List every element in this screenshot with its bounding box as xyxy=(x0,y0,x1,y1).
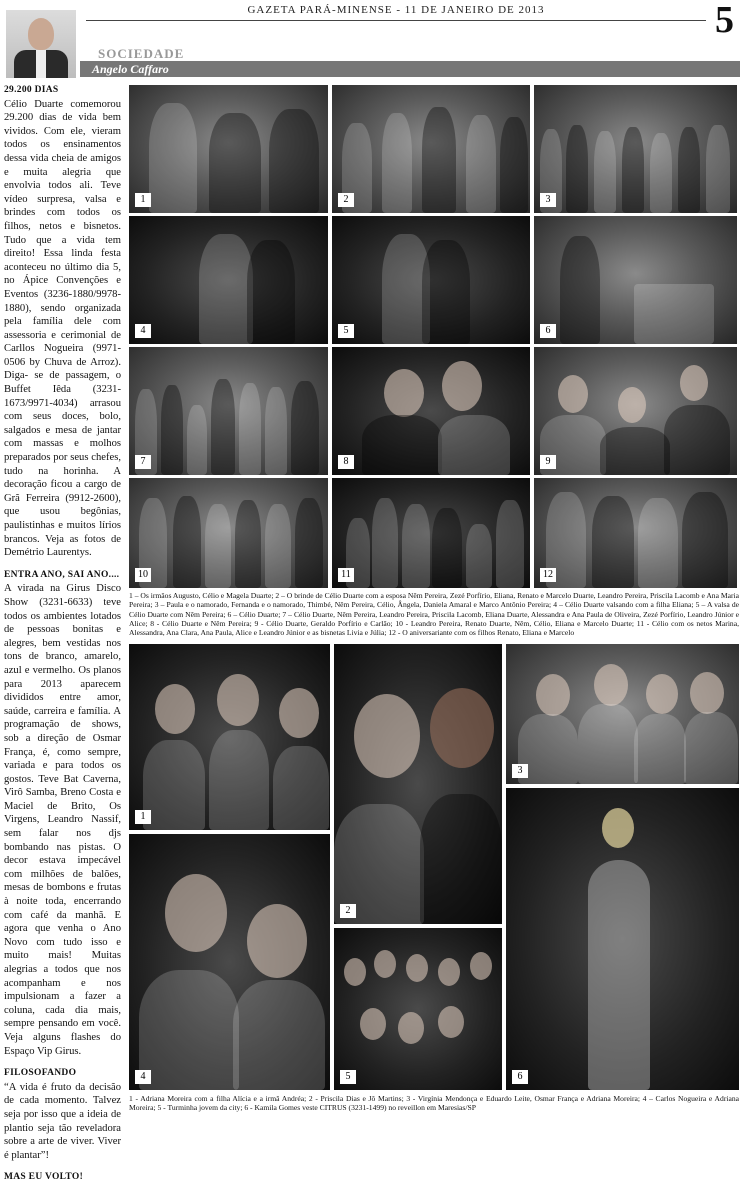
top-photo-9 xyxy=(534,347,737,475)
masthead-line: GAZETA PARÁ-MINENSE - 11 DE JANEIRO DE 2013 xyxy=(247,4,545,16)
article-column xyxy=(4,84,121,1185)
photo-number: 8 xyxy=(338,455,354,469)
top-photo-2 xyxy=(332,85,530,213)
top-photo-7 xyxy=(129,347,328,475)
header-rule xyxy=(86,20,706,21)
photo-number: 1 xyxy=(135,193,151,207)
bottom-photo-2 xyxy=(334,644,502,924)
issue-date: 11 DE JANEIRO DE 2013 xyxy=(404,4,545,16)
top-gallery-caption: 1 – Os irmãos Augusto, Célio e Magela Duarte; 2 – O brinde de Célio Duarte com a esposa Nêm Pereira, Zezé Porfírio, Eliana, Renato e Marcelo Duarte, Leandro Pereira, Priscila Lacomb e Ana Maria Pereira; 3 – Paula e o namorado, Fernanda e o namorado, Thimbé, Nêm Pereira, Célio, Ângela, Daniela Amaral e Marco Antônio Pereira; 4 – Célio Duarte valsando com a filha Eliana; 5 – A valsa de Célio Duarte com Nêm Pereira; 6 – Célio Duarte; 7 – Célio Duarte, Nêm Pereira, Leandro Pereira, Priscila Lacomb, Eliana Duarte, Alessandra e Ana Paula de Oliveira, Zezé Porfírio, Leandro Júnior e Alice; 8 - Célio Duarte e Nêm Pereira; 9 - Célio Duarte, Geraldo Porfírio e Carlão; 10 - Leandro Pereira, Renato Duarte, Nêm, Célio, Eliana e Marcelo Duarte; 11 - Célio com os netos Marina, Alessandra, Ana Clara, Ana Paula, Alice e Leandro Júnior e as bisnetas Livia e Júlia; 12 - O aniversariante com os filhos Renato, Eliana e Marcelo xyxy=(129,591,739,638)
photo-number: 4 xyxy=(135,1070,151,1084)
top-photo-11 xyxy=(332,478,530,588)
section-title: SOCIEDADE xyxy=(98,46,185,61)
paragraph-filosofando: “A vida é fruto da decisão de cada momento. Talvez seja por isso que a ideia de plantio seja tão reveladora sobre a arte de viver. Viver é plantar”! xyxy=(4,1081,121,1161)
photo-number: 2 xyxy=(338,193,354,207)
bottom-photo-5 xyxy=(334,928,502,1090)
photo-number: 10 xyxy=(135,568,151,582)
top-photo-6 xyxy=(534,216,737,344)
photo-number: 1 xyxy=(135,810,151,824)
photo-number: 3 xyxy=(512,764,528,778)
page-number: 5 xyxy=(715,0,734,41)
photo-number: 3 xyxy=(540,193,556,207)
author-bar xyxy=(80,61,740,77)
heading-filosofando: FILOSOFANDO xyxy=(4,1068,77,1079)
top-photo-8 xyxy=(332,347,530,475)
photo-number: 7 xyxy=(135,455,151,469)
top-photo-10 xyxy=(129,478,328,588)
top-photo-12 xyxy=(534,478,737,588)
photo-number: 6 xyxy=(512,1070,528,1084)
bottom-gallery-caption: 1 - Adriana Moreira com a filha Alícia e a irmã Andréa; 2 - Priscila Dias e Jô Martins; 3 - Virgínia Mendonça e Eduardo Leite, Osmar França e Adriana Moreira; 4 – Carlos Nogueira e Adriana Moreira; 5 - Turminha jovem da city; 6 - Kamila Gomes veste CITRUS (3231-1499) no reveillon em Maresias/SP xyxy=(129,1094,739,1113)
heading-29200-dias: 29.200 DIAS xyxy=(4,85,59,95)
top-photo-1 xyxy=(129,85,328,213)
bottom-photo-6 xyxy=(506,788,739,1090)
photo-number: 6 xyxy=(540,324,556,338)
bottom-photo-3 xyxy=(506,644,739,784)
top-photo-4 xyxy=(129,216,328,344)
columnist-photo xyxy=(6,10,76,78)
photo-number: 5 xyxy=(338,324,354,338)
photo-number: 4 xyxy=(135,324,151,338)
paragraph-entra-ano: A virada na Girus Disco Show (3231-6633) teve todos os ambientes lotados de pessoas bonitas e alegres, bem vestidas nos tons de branco, amarelo, azul e vermelho. Os planos para 2013 aparecem divididos entre amor, saúde, carreira e família. A programação de shows, sob a direção de Osmar França, é, como sempre, variada e para todos os gostos. Teve Bat Caverna, Virô Samba, Breno Costa e Maciel de Brito, Os Virgens, Leandro Nassif, sem falar nos djs bombando nas pistas. O decor estava impecável com milhões de balões, mesas de bombons e frutas à noite toda, encerrando com café da manhã. E agora que venha o Ano Novo com tudo isso e muito mais! Muitas alegrias a todos que nos acompanham e nos impulsionam a fazer a coluna, cada dia mais, sempre pensando em você. Veja alguns flashes do Espaço Vip Girus. xyxy=(4,583,121,1057)
photo-number: 2 xyxy=(340,904,356,918)
bottom-photo-4 xyxy=(129,834,330,1090)
heading-mas-eu-volto: MAS EU VOLTO! xyxy=(4,1172,84,1183)
photo-number: 9 xyxy=(540,455,556,469)
photo-number: 12 xyxy=(540,568,556,582)
heading-entra-ano: ENTRA ANO, SAI ANO.... xyxy=(4,569,120,580)
photo-number: 11 xyxy=(338,568,354,582)
top-photo-5 xyxy=(332,216,530,344)
author-name: Angelo Caffaro xyxy=(92,62,169,76)
top-photo-3 xyxy=(534,85,737,213)
newspaper-name: GAZETA PARÁ-MINENSE xyxy=(247,4,393,16)
bottom-photo-1 xyxy=(129,644,330,830)
photo-number: 5 xyxy=(340,1070,356,1084)
paragraph-29200-dias: Célio Duarte comemorou 29.200 dias de vida bem vividos. Com ele, vieram todos os ensinamentos dessa vida cheia de amigos e muita alegria que envolvia todos ali. Teve vídeo surpresa, valsa e brindes com todos os filhos, netos e bisnetos. Tudo que a vida tem direito! Essa linda festa aconteceu no último dia 5, no Ápice Convenções e Eventos (3236-1880/9978-1880), sendo organizada pela família dele com assessoria e cerimonial de Carllos Nogueira (9971-0506 by Chuva de Arroz). Diga- se de passagem, o Buffet Iêda (3231-1673/9971-4034) arrasou com seus doces, bolo, salgados e mesa de jantar com massas e molhos preparados por seus chefes, tudo na horinha. A decoração ficou a cargo de Grã Ferreira (9912-2600), que usou begônias, paulistinhas e muitos lírios brancos. Veja as fotos de Demétrio Laurentys. xyxy=(4,98,121,559)
